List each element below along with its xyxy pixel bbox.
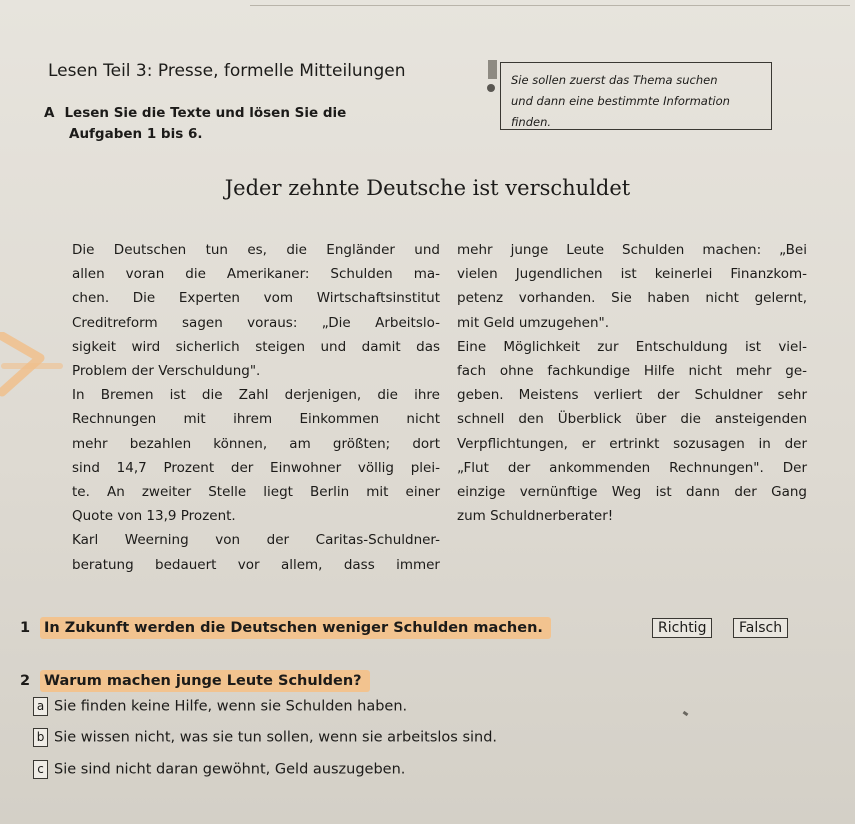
- top-rule: [250, 5, 850, 6]
- article-line: mit Geld umzugehen".: [457, 314, 610, 331]
- article-line: zum Schuldnerberater!: [457, 508, 614, 525]
- article-left-column: [72, 238, 440, 577]
- article-line: „Flut der ankommenden Rechnungen". Der: [457, 459, 807, 476]
- section-title: Lesen Teil 3: Presse, formelle Mitteilungen: [48, 61, 406, 81]
- article-line: sigkeit wird sicherlich steigen und damit das: [72, 338, 440, 355]
- task-line-2: Aufgaben 1 bis 6.: [69, 126, 203, 142]
- article-line: mehr bezahlen können, am größten; dort: [72, 435, 440, 452]
- article-line: Die Deutschen tun es, die Engländer und: [72, 242, 440, 258]
- hint-line-3: finden.: [511, 115, 552, 129]
- option-text: Sie sind nicht daran gewöhnt, Geld auszugeben.: [54, 761, 406, 778]
- richtig-option[interactable]: Richtig: [652, 618, 712, 638]
- option-letter-box[interactable]: a: [33, 697, 48, 716]
- question-2-text: Warum machen junge Leute Schulden?: [40, 670, 370, 692]
- answer-option-a[interactable]: [33, 697, 407, 716]
- article-line: schnell den Überblick über die ansteigenden: [457, 411, 807, 428]
- article-line: geben. Meistens verliert der Schuldner sehr: [457, 387, 807, 404]
- article-line: petenz vorhanden. Sie haben nicht gelernt,: [457, 290, 807, 307]
- question-1: [20, 620, 551, 636]
- article-line: sind 14,7 Prozent der Einwohner völlig plei-: [72, 459, 440, 476]
- article-line: vielen Jugendlichen ist keinerlei Finanzkom-: [457, 266, 807, 283]
- article-title: Jeder zehnte Deutsche ist verschuldet: [224, 176, 631, 200]
- hint-bullet-icon: [487, 84, 495, 92]
- article-line: te. An zweiter Stelle liegt Berlin mit einer: [72, 484, 440, 501]
- answer-option-c[interactable]: [33, 760, 405, 779]
- task-letter: A: [44, 105, 55, 121]
- article-line: mehr junge Leute Schulden machen: „Bei: [457, 242, 807, 258]
- article-line: Problem der Verschuldung".: [72, 363, 261, 380]
- option-text: Sie wissen nicht, was sie tun sollen, wenn sie arbeitslos sind.: [54, 729, 498, 746]
- question-1-text: In Zukunft werden die Deutschen weniger Schulden machen.: [40, 617, 551, 639]
- option-letter-box[interactable]: c: [33, 760, 48, 779]
- task-line-1: Lesen Sie die Texte und lösen Sie die: [64, 105, 347, 121]
- falsch-option[interactable]: Falsch: [733, 618, 788, 638]
- question-2: [20, 673, 370, 689]
- article-line: Rechnungen mit ihrem Einkommen nicht: [72, 411, 440, 428]
- article-line: Eine Möglichkeit zur Entschuldung ist viel-: [457, 338, 807, 355]
- hint-box: [500, 62, 772, 130]
- article-line: Karl Weerning von der Caritas-Schuldner-: [72, 532, 440, 549]
- article-line: allen voran die Amerikaner: Schulden ma-: [72, 266, 440, 283]
- article-line: In Bremen ist die Zahl derjenigen, die ihre: [72, 387, 440, 404]
- highlight-arrow-icon: [0, 332, 70, 402]
- hint-line-2: und dann eine bestimmte Information: [511, 94, 730, 108]
- article-right-column: [457, 238, 807, 528]
- hint-marker: [488, 60, 497, 79]
- article-line: chen. Die Experten vom Wirtschaftsinstitut: [72, 290, 440, 307]
- hint-line-1: Sie sollen zuerst das Thema suchen: [511, 73, 718, 87]
- article-line: Creditreform sagen voraus: „Die Arbeitslo-: [72, 314, 440, 331]
- article-line: einzige vernünftige Weg ist dann der Gang: [457, 484, 807, 501]
- answer-option-b[interactable]: [33, 728, 497, 747]
- question-1-number: 1: [20, 620, 31, 636]
- article-line: Quote von 13,9 Prozent.: [72, 508, 236, 525]
- option-letter-box[interactable]: b: [33, 728, 48, 747]
- article-line: fach ohne fachkundige Hilfe nicht mehr ge-: [457, 363, 807, 380]
- question-2-number: 2: [20, 673, 31, 689]
- article-line: Verpflichtungen, er ertrinkt sozusagen in der: [457, 435, 807, 452]
- article-line: beratung bedauert vor allem, dass immer: [72, 556, 440, 573]
- task-instruction: [44, 103, 384, 145]
- option-text: Sie finden keine Hilfe, wenn sie Schulden haben.: [54, 698, 408, 715]
